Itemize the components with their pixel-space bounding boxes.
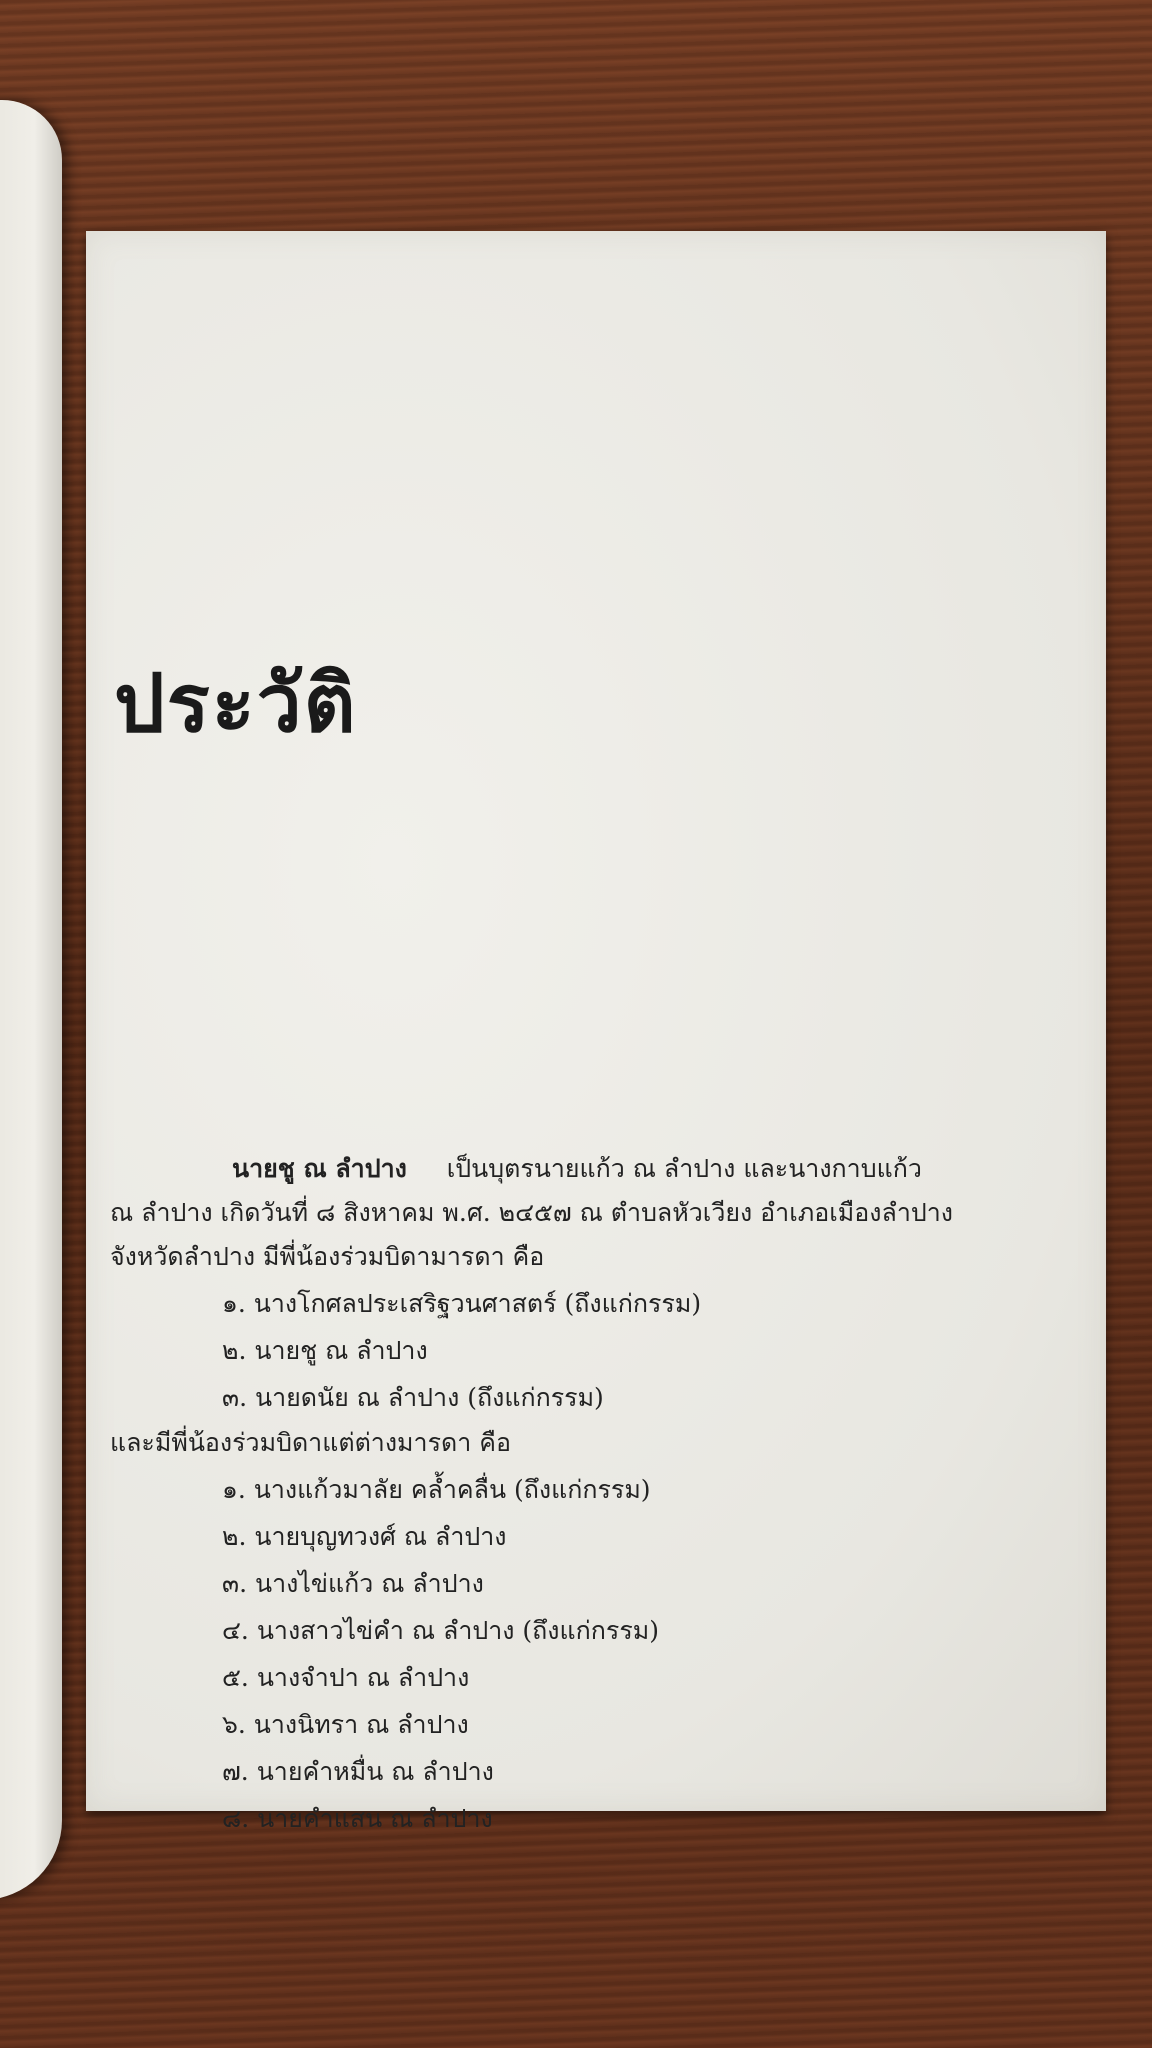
- list-item: ๕. นางจำปา ณ ลำปาง: [222, 1663, 470, 1692]
- page-title: ประวัติ: [114, 657, 358, 750]
- list-item: ๓. นายดนัย ณ ลำปาง (ถึงแก่กรรม): [222, 1383, 604, 1412]
- left-page-edge: [0, 100, 62, 1900]
- list-item: ๘. นายคำแสน ณ ลำปาง: [222, 1804, 493, 1833]
- list-item: ๔. นางสาวไข่คำ ณ ลำปาง (ถึงแก่กรรม): [222, 1616, 659, 1645]
- list-item: ๓. นางไข่แก้ว ณ ลำปาง: [222, 1569, 484, 1598]
- intro-line-3: จังหวัดลำปาง มีพี่น้องร่วมบิดามารดา คือ: [110, 1242, 545, 1271]
- half-siblings-intro: และมีพี่น้องร่วมบิดาแต่ต่างมารดา คือ: [110, 1428, 511, 1457]
- list-item: ๑. นางโกศลประเสริฐวนศาสตร์ (ถึงแก่กรรม): [222, 1289, 702, 1318]
- intro-line-1: [232, 1156, 922, 1181]
- book-page: [86, 231, 1106, 1833]
- list-item: ๗. นายคำหมื่น ณ ลำปาง: [222, 1757, 494, 1786]
- intro-line-2: ณ ลำปาง เกิดวันที่ ๘ สิงหาคม พ.ศ. ๒๔๕๗ ณ ตำบลหัวเวียง อำเภอเมืองลำปาง: [110, 1198, 953, 1227]
- subject-name: นายชู ณ ลำปาง: [232, 1154, 407, 1183]
- intro-line-1-rest: เป็นบุตรนายแก้ว ณ ลำปาง และนางกาบแก้ว: [446, 1154, 922, 1183]
- list-item: ๒. นายชู ณ ลำปาง: [222, 1336, 428, 1365]
- list-item: ๖. นางนิทรา ณ ลำปาง: [222, 1710, 469, 1739]
- list-item: ๒. นายบุญทวงศ์ ณ ลำปาง: [222, 1522, 507, 1551]
- list-item: ๑. นางแก้วมาลัย คล้ำคลื่น (ถึงแก่กรรม): [222, 1475, 651, 1504]
